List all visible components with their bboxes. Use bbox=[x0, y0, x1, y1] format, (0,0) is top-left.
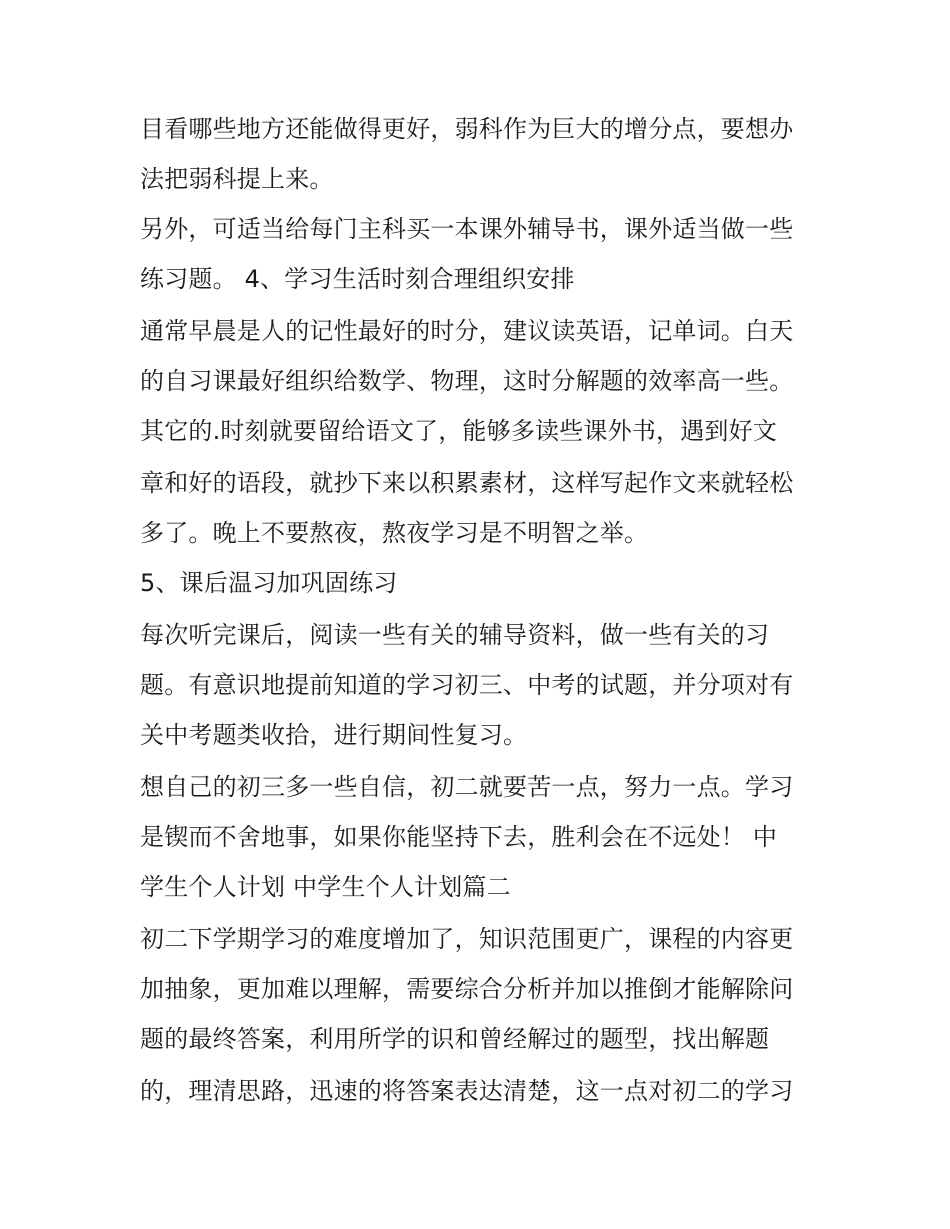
text-line: 初二下学期学习的难度增加了，知识范围更广，课程的内容更 bbox=[140, 925, 794, 953]
text-line: 通常早晨是人的记性最好的时分，建议读英语，记单词。白天 bbox=[140, 317, 794, 345]
section-heading: 5、课后温习加巩固练习 bbox=[140, 569, 398, 597]
text-line: 另外，可适当给每门主科买一本课外辅导书，课外适当做一些 bbox=[140, 215, 794, 243]
text-line: 练习题。 4、学习生活时刻合理组织安排 bbox=[140, 265, 575, 293]
text-line: 是锲而不舍地事，如果你能坚持下去，胜利会在不远处！ 中 bbox=[140, 823, 778, 851]
text-line: 每次听完课后，阅读一些有关的辅导资料，做一些有关的习 bbox=[140, 621, 770, 649]
text-line: 加抽象，更加难以理解，需要综合分析并加以推倒才能解除问 bbox=[140, 975, 794, 1003]
text-line: 关中考题类收拾，进行期间性复习。 bbox=[140, 721, 528, 749]
text-line: 其它的.时刻就要留给语文了，能够多读些课外书，遇到好文 bbox=[140, 417, 778, 445]
text-line: 学生个人计划 中学生个人计划篇二 bbox=[140, 873, 511, 901]
text-line: 题的最终答案，利用所学的识和曾经解过的题型，找出解题 bbox=[140, 1025, 770, 1053]
text-line: 目看哪些地方还能做得更好，弱科作为巨大的增分点，要想办 bbox=[140, 115, 794, 143]
text-line: 想自己的初三多一些自信，初二就要苦一点，努力一点。学习 bbox=[140, 773, 794, 801]
text-line: 的，理清思路，迅速的将答案表达清楚，这一点对初二的学习 bbox=[140, 1077, 794, 1105]
text-line: 题。有意识地提前知道的学习初三、中考的试题，并分项对有 bbox=[140, 671, 794, 699]
text-line: 法把弱科提上来。 bbox=[140, 165, 334, 193]
text-line: 章和好的语段，就抄下来以积累素材，这样写起作文来就轻松 bbox=[140, 469, 794, 497]
text-line: 多了。晚上不要熬夜，熬夜学习是不明智之举。 bbox=[140, 519, 649, 547]
text-line: 的自习课最好组织给数学、物理，这时分解题的效率高一些。 bbox=[140, 367, 794, 395]
